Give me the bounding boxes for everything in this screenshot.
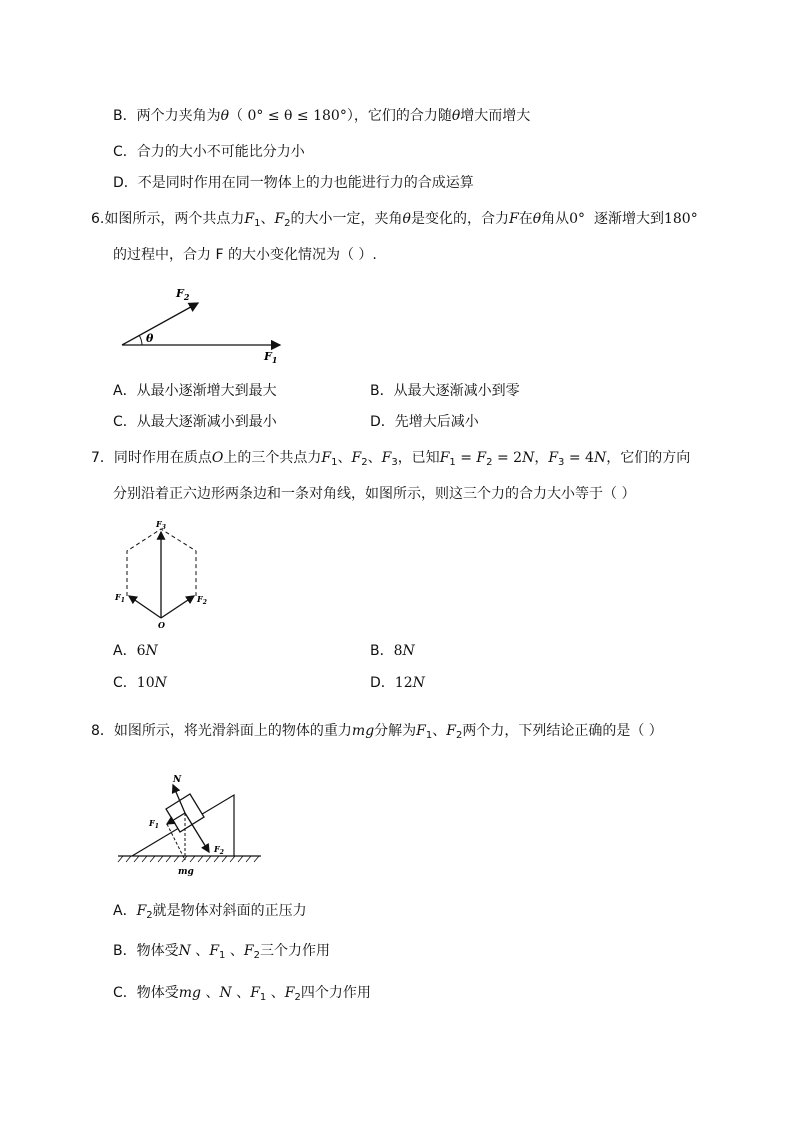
q6-option-b[interactable]: B．从最大逐渐减小到零 [370, 383, 520, 399]
f2-label: $F_2$ [176, 287, 190, 302]
q7-stem-line1: 7．同时作用在质点O上的三个共点力$F_1$、$F_2$、$F_3$，已知$F_1 = F_2 = 2N$，$F_3 = 4N$，它们的方向 [91, 450, 691, 468]
q7-option-d[interactable]: D．12N [370, 675, 425, 691]
q5-option-b: B．两个力夹角为θ（ 0° ≤ θ ≤ 180°），它们的合力随θ增大而增大 [113, 108, 531, 124]
f1-label: $F_1$ [149, 818, 159, 830]
q6-force-diagram [110, 280, 290, 365]
q8-stem: 8．如图所示，将光滑斜面上的物体的重力mg分解为$F_1$、$F_2$两个力，下列结论正确的是（ ） [91, 723, 663, 741]
q7-stem-line2: 分别沿着正六边形两条边和一条对角线，如图所示，则这三个力的合力大小等于（ ） [113, 486, 636, 502]
f3-label: $F_3$ [156, 519, 166, 531]
f1-label: $F_1$ [115, 592, 125, 604]
q7-hexagon-diagram [108, 516, 218, 631]
q6-option-a[interactable]: A．从最小逐渐增大到最大 [113, 383, 277, 399]
q6-stem-line2: 的过程中，合力 F 的大小变化情况为（ ）. [113, 247, 377, 263]
q6-option-c[interactable]: C．从最大逐渐减小到最小 [113, 414, 277, 430]
q5-option-c: C．合力的大小不可能比分力小 [113, 144, 305, 160]
origin-o-label: O [158, 620, 165, 630]
f1-label: $F_1$ [264, 350, 278, 365]
n-label: N [173, 775, 182, 785]
mg-label: mg [178, 867, 194, 877]
q8-option-a[interactable]: A．$F_2$就是物体对斜面的正压力 [113, 903, 307, 921]
f2-vector-line [122, 303, 198, 345]
f1-vector-line [129, 596, 161, 618]
q7-option-b[interactable]: B．8N [370, 643, 415, 659]
f2-vector-line [161, 596, 194, 618]
q6-option-d[interactable]: D．先增大后减小 [370, 414, 479, 430]
q6-stem-line1: 6.如图所示，两个共点力$F_1$、$F_2$的大小一定，夹角θ是变化的，合力F在θ角从0° 逐渐增大到180° [91, 211, 698, 229]
theta-label: θ [146, 332, 154, 345]
q8-option-c[interactable]: C．物体受mg 、N 、$F_1$ 、$F_2$四个力作用 [113, 985, 371, 1003]
theta-angle-arc [139, 335, 142, 345]
q7-option-c[interactable]: C．10N [113, 675, 167, 691]
f2-label: $F_2$ [214, 844, 224, 856]
q5-option-d: D．不是同时作用在同一物体上的力也能进行力的合成运算 [113, 175, 474, 191]
f2-label: $F_2$ [197, 594, 207, 606]
q8-option-b[interactable]: B．物体受N 、$F_1$ 、$F_2$三个力作用 [113, 943, 330, 961]
q8-incline-diagram [115, 768, 265, 880]
ground-hatching [118, 856, 259, 862]
q7-option-a[interactable]: A．6N [113, 643, 158, 659]
